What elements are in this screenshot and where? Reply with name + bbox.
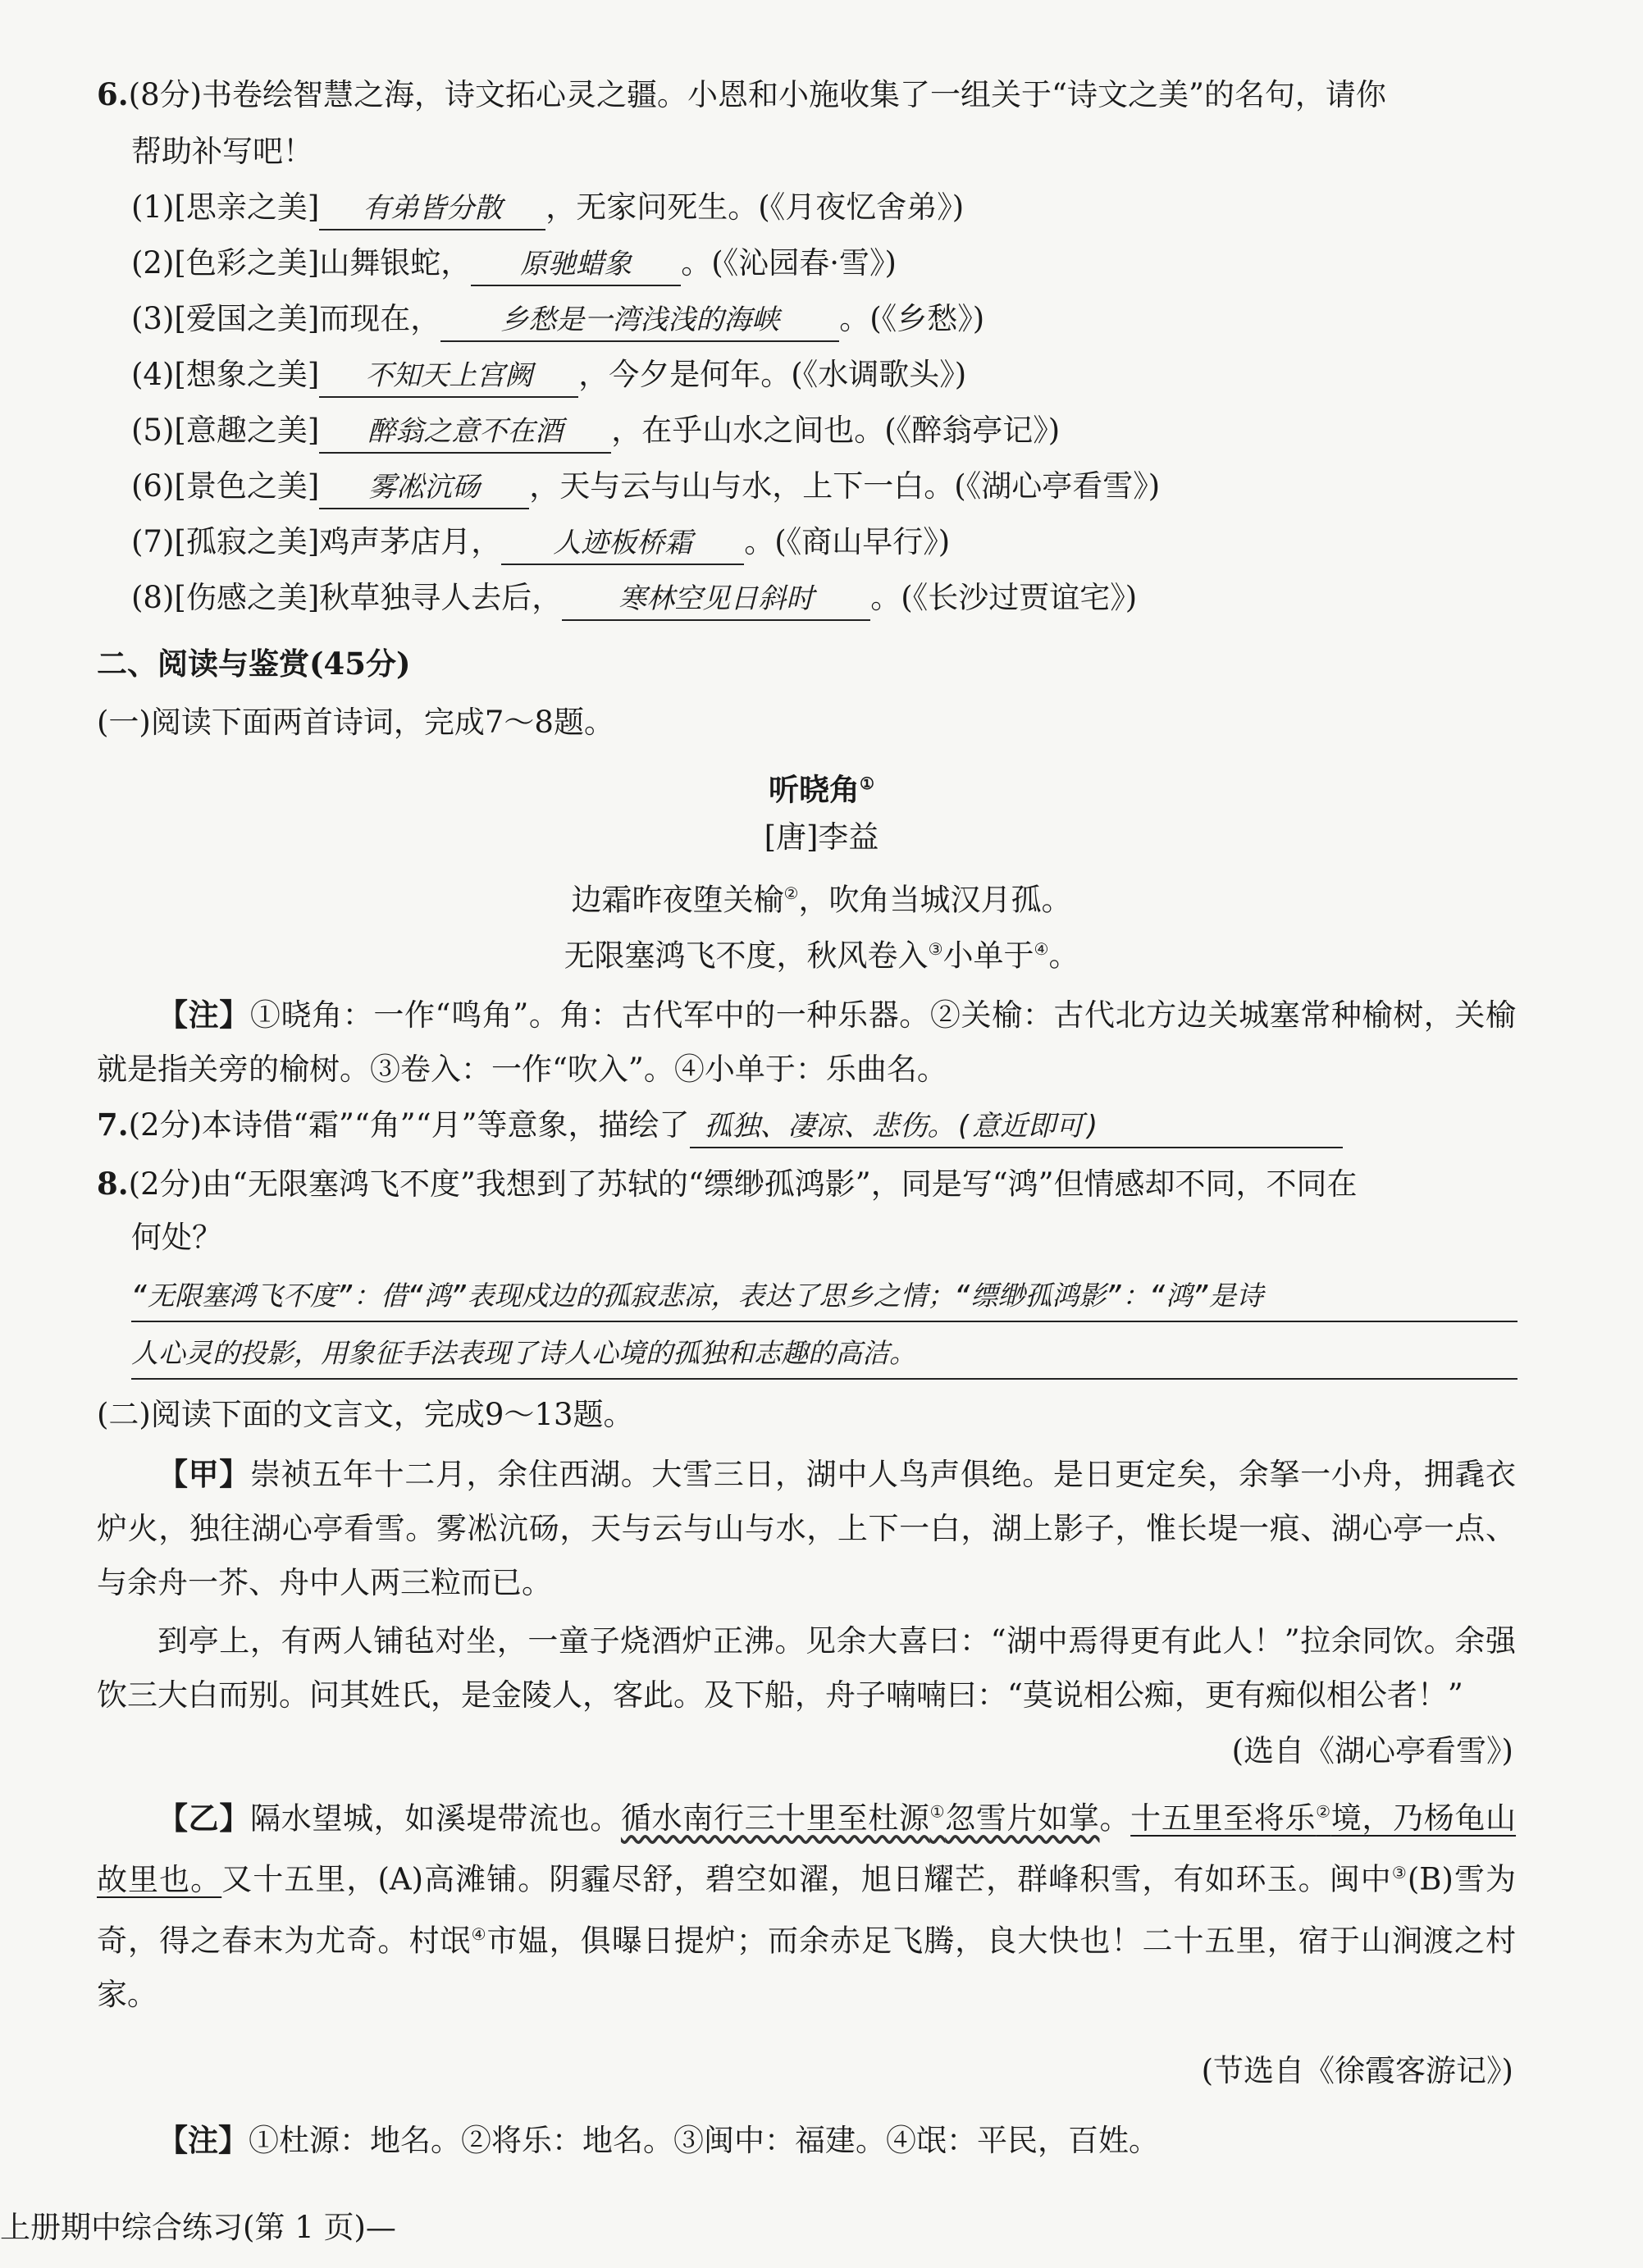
jia-paragraph-2: 到亭上，有两人铺毡对坐，一童子烧酒炉正沸。见余大喜曰：“湖中焉得更有此人！”拉余同饮。余强饮三大白而别。问其姓氏，是金陵人，客此。及下船，舟子喃喃曰：“莫说相公痴，更有痴似相公者！” [97,1623,1516,1713]
answer-blank: 有弟皆分散 [319,188,545,230]
q6-intro-cont: 帮助补写吧！ [131,134,313,169]
jia-paragraph-1: 【甲】崇祯五年十二月，余住西湖。大雪三日，湖中人鸟声俱绝。是日更定矣，余拏一小舟，拥毳衣炉火，独往湖心亭看雪。雾凇沆砀，天与云与山与水，上下一白，湖上影子，惟长堤一痕、湖心亭一点、与余舟一芥、舟中人两三粒而已。 [97,1456,1517,1600]
q6-intro: 6.(8分)书卷绘智慧之海，诗文拓心灵之疆。小恩和小施收集了一组关于“诗文之美”的名句，请你 [97,76,1386,112]
answer-blank: 寒林空见日斜时 [562,578,870,621]
wavy-underlined-sentence: 循水南行三十里至杜源①忽雪片如掌 [620,1800,1100,1837]
part-heading-1: (一)阅读下面两首诗词，完成7～8题。 [97,705,614,740]
q6-item-4: (4)[想象之美] 不知天上宫阙 ，今夕是何年。(《水调歌头》) [131,354,966,398]
q7: 7.(2分)本诗借“霜”“角”“月”等意象，描绘了 孤独、凄凉、悲伤。(意近即可) [97,1104,1343,1148]
section-heading: 二、阅读与鉴赏(45分) [97,646,411,682]
answer-blank: 乡愁是一湾浅浅的海峡 [440,299,839,342]
answer-blank: 原驰蜡象 [471,244,681,286]
q6-item-2: (2)[色彩之美]山舞银蛇， 原驰蜡象 。(《沁园春·雪》) [131,243,897,286]
q7-answer: 孤独、凄凉、悲伤。(意近即可) [690,1106,1343,1148]
part-heading-2: (二)阅读下面的文言文，完成9～13题。 [97,1397,634,1432]
q8-answer-line-2: 人心灵的投影，用象征手法表现了诗人心境的孤独和志趣的高洁。 [131,1329,1517,1380]
q6-item-5: (5)[意趣之美] 醉翁之意不在酒 ，在乎山水之间也。(《醉翁亭记》) [131,410,1060,454]
answer-blank: 雾凇沆砀 [319,467,529,509]
poem-line-1: 边霜昨夜堕关榆②，吹角当城汉月孤。 [571,882,1072,918]
jia-source: (选自《湖心亭看雪》) [1231,1733,1513,1768]
yi-note: 【注】①杜源：地名。②将乐：地名。③闽中：福建。④氓：平民，百姓。 [157,2122,1159,2158]
poem-line-2: 无限塞鸿飞不度，秋风卷入③小单于④。 [564,938,1079,974]
answer-blank: 人迹板桥霜 [501,523,744,565]
q8-answer-line-1: “无限塞鸿飞不度”：借“鸿”表现戍边的孤寂悲凉，表达了思乡之情；“缥缈孤鸿影”：“鸿”是诗 [131,1271,1517,1322]
q8-cont: 何处？ [131,1220,222,1255]
q6-item-1: (1)[思亲之美] 有弟皆分散 ，无家问死生。(《月夜忆舍弟》) [131,187,964,230]
poem-note: 【注】①晓角：一作“鸣角”。角：古代军中的一种乐器。②关榆：古代北方边关城塞常种榆树，关榆就是指关旁的榆树。③卷入：一作“吹入”。④小单于：乐曲名。 [97,997,1516,1087]
poem-title: 听晓角① [769,771,874,808]
q6-item-7: (7)[孤寂之美]鸡声茅店月， 人迹板桥霜 。(《商山早行》) [131,522,950,565]
q6-item-6: (6)[景色之美] 雾凇沆砀 ，天与云与山与水，上下一白。(《湖心亭看雪》) [131,466,1160,509]
underlined-sentence: 十五里至将乐②境，乃杨龟山故里也。 [97,1800,1517,1897]
poem-author: [唐]李益 [764,819,879,855]
q6-item-3: (3)[爱国之美]而现在， 乡愁是一湾浅浅的海峡 。(《乡愁》) [131,299,984,342]
q8: 8.(2分)由“无限塞鸿飞不度”我想到了苏轼的“缥缈孤鸿影”，同是写“鸿”但情感却不同，不同在 [97,1166,1358,1202]
answer-blank: 醉翁之意不在酒 [319,411,611,454]
answer-blank: 不知天上宫阙 [319,355,578,398]
page-footer: 上册期中综合练习(第 1 页)— [0,2210,396,2245]
q6-number: 6. [97,76,129,112]
yi-source: (节选自《徐霞客游记》) [1201,2053,1513,2088]
q6-item-8: (8)[伤感之美]秋草独寻人去后， 寒林空见日斜时 。(《长沙过贾谊宅》) [131,577,1137,621]
yi-paragraph: 【乙】隔水望城，如溪堤带流也。循水南行三十里至杜源①忽雪片如掌。十五里至将乐②境，乃杨龟山故里也。又十五里，(A)高滩铺。阴霾尽舒，碧空如濯，旭日耀芒，群峰积雪，有如环玉。闽中③(B)雪为奇，得之春末为尤奇。村氓④市媪，俱曝日提炉；而余赤足飞腾，良大快也！二十五里，宿于山涧渡之村家。 [97,1800,1517,2012]
